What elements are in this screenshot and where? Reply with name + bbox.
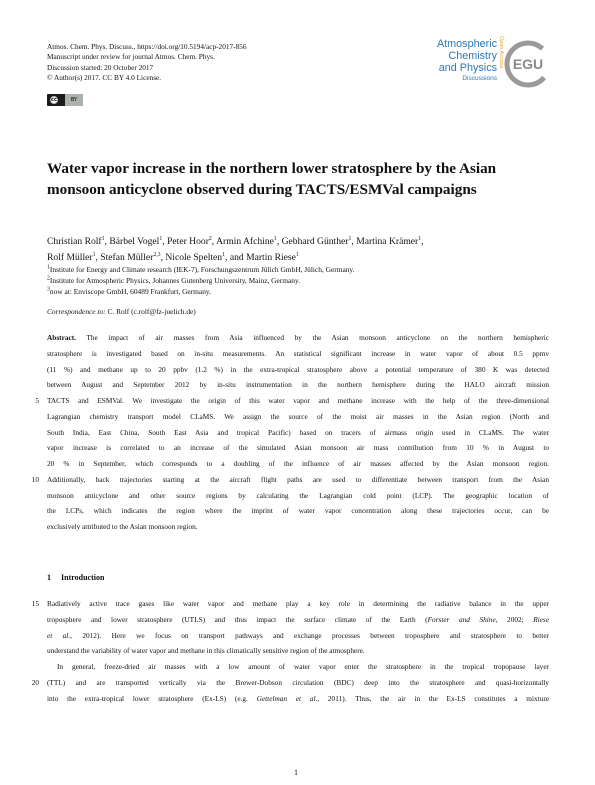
author-line <box>47 234 557 250</box>
abstract-line: TACTS and ESMVal. We investigate the origin of this water vapor and methane increase with the help of the three-dimensional <box>47 396 549 405</box>
author-separator: , and <box>225 251 247 263</box>
abstract-line: Lagrangian chemistry transport model CLaMS. We assign the source of the moist air masses in the Asian region (North and <box>47 411 549 421</box>
abstract-line: between August and September 2012 by in-situ instrumentation in the northern hemisphere during the HALO aircraft mission <box>47 380 549 390</box>
journal-logo-line: Chemistry <box>448 50 497 62</box>
correspondence-text: C. Rolf (c.rolf@fz-juelich.de) <box>105 307 196 316</box>
intro-line: troposphere and lower stratosphere (UTLS) and thus impact the surface climate of the Earth (Forster and Shine, 2002; Riese <box>47 614 549 624</box>
abstract-line: stratosphere is investigated based on in-situ measurements. An statistical significant increase in water vapor of about 0.5 ppmv <box>47 348 549 358</box>
egu-logo-icon <box>502 38 554 90</box>
correspondence-label: Correspondence to: <box>47 307 106 316</box>
author-separator: , <box>160 251 166 263</box>
intro-line: Radiatively active trace gases like water vapor and methane play a key role in determining the radiative balance in the upper <box>47 599 549 608</box>
abstract-line: (11 %) and methane up to 20 ppbv (1.2 %) in the extra-tropical stratosphere above a potential temperature of 380 K was detected <box>47 364 549 374</box>
section-number: 1 <box>47 573 51 582</box>
journal-logo <box>425 38 497 82</box>
author-name: Gebhard Günther <box>281 236 349 247</box>
intro-line: into the extra-tropical lower stratosphere (Ex-LS) (e.g. Gettelman et al., 2011). Thus, the air in the Ex-LS constitutes a mixture <box>47 693 549 703</box>
author-name: Peter Hoor <box>167 236 209 247</box>
author-name: Rolf Müller <box>47 251 93 263</box>
author-name: Bärbel Vogel <box>109 236 160 247</box>
intro-line: understand the variability of water vapor and methane in this climatically sensitive region of the atmosphere. <box>47 646 365 656</box>
author-affiliation-sup: 1 <box>222 251 226 258</box>
abstract-line: the LCPs, which indicates the region where the imprint of water vapor concentration along these trajectories occur, can be <box>47 506 549 516</box>
section-heading-introduction <box>47 573 104 582</box>
author-name: Christian Rolf <box>47 236 102 247</box>
section-title: Introduction <box>61 573 105 582</box>
author-separator: , <box>351 236 357 247</box>
author-affiliation-sup: 1 <box>92 251 96 258</box>
affiliations <box>47 264 354 297</box>
by-icon: BY <box>65 94 83 106</box>
affiliation: $^2$Institute for Atmospheric Physics, Johannes Gutenberg University, Mainz, Germany. <box>47 275 301 285</box>
abstract-line: exclusively attributed to the Asian monsoon region. <box>47 522 198 531</box>
author-affiliation-sup: 1 <box>159 235 163 242</box>
author-affiliation-sup: 1 <box>348 235 352 242</box>
open-access-label: Open Access <box>498 36 504 69</box>
author-name: Nicole Spelten <box>165 251 223 263</box>
author-separator: , <box>162 236 168 247</box>
meta-line: © Author(s) 2017. CC BY 4.0 License. <box>47 73 162 83</box>
author-name: Armin Afchine <box>216 236 274 247</box>
author-list <box>47 234 557 266</box>
author-separator: , <box>421 236 424 247</box>
header-metadata <box>47 42 247 84</box>
abstract-line: Additionally, back trajectories starting at the aircraft flight paths are used to differentiate between transport from the Asian <box>47 474 549 484</box>
abstract-line: vapor increase is correlated to an increase of the simulated Asian monsoon air mass contribution from 10 % in August to <box>47 443 549 453</box>
author-affiliation-sup: 1 <box>273 235 277 242</box>
author-affiliation-sup: 2,3 <box>153 251 161 258</box>
page-number: 1 <box>294 768 298 777</box>
author-affiliation-sup: 1 <box>418 235 422 242</box>
abstract-line: Abstract. The impact of air masses from Asia influenced by the Asian monsoon anticyclone on the northern hemispheric <box>47 333 549 342</box>
intro-line: et al., 2012). Here we focus on transport pathways and exchange processes between troposphere and stratosphere to better <box>47 630 549 640</box>
line-number: 5 <box>35 396 39 405</box>
affiliation: $^3$now at: Enviscope GmbH, 60489 Frankfurt, Germany. <box>47 286 211 296</box>
meta-line: Manuscript under review for journal Atmos. Chem. Phys. <box>47 52 215 62</box>
journal-logo-discussions: Discussions <box>462 75 497 82</box>
cc-icon: cc <box>51 97 57 103</box>
abstract-line: South India, East China, South East Asia and tropical Pacific) based on tracers of airmass origin used in CLaMS. The water <box>47 427 549 437</box>
intro-line: (TTL) and are transported vertically via the Brewer-Dobson circulation (BDC) deep into the stratosphere and quasi-horizontally <box>47 677 549 687</box>
author-affiliation-sup: 1 <box>101 235 105 242</box>
author-affiliation-sup: 1 <box>295 251 299 258</box>
abstract-line: monsoon anticyclone and other source regions by calculating the Lagrangian cold point (LCP). The geographic location of <box>47 490 549 500</box>
abstract-line: 20 % in September, which corresponds to a doubling of the influence of air masses affected by the Asian monsoon region. <box>47 459 549 468</box>
author-affiliation-sup: 2 <box>208 235 212 242</box>
cc-by-license-badge[interactable] <box>47 94 83 106</box>
author-separator: , <box>276 236 282 247</box>
author-name: Stefan Müller <box>100 251 154 263</box>
paper-title: Water vapor increase in the northern lower stratosphere by the Asian monsoon anticyclone observed during TACTS/ESMVal campaigns <box>47 160 497 198</box>
egu-logo-text: EGU <box>512 56 544 72</box>
author-separator: , <box>95 251 101 263</box>
correspondence <box>47 307 196 316</box>
line-number: 15 <box>31 599 39 608</box>
author-separator: , <box>211 236 217 247</box>
intro-line: In general, freeze-dried air masses with a low amount of water vapor enter the stratosphere in the tropical tropopause layer <box>57 662 549 671</box>
meta-line: Atmos. Chem. Phys. Discuss., https://doi.org/10.5194/acp-2017-856 <box>47 42 247 51</box>
author-name: Martin Riese <box>246 251 296 263</box>
author-separator: , <box>104 236 110 247</box>
journal-logo-line: Atmospheric <box>436 38 497 50</box>
affiliation: $^1$Institute for Energy and Climate research (IEK-7), Forschungszentrum Jülich GmbH, Jülich, Germany. <box>47 264 355 274</box>
line-number: 20 <box>31 677 39 687</box>
journal-logo-line: and Physics <box>438 62 497 74</box>
author-name: Martina Krämer <box>356 236 419 247</box>
abstract-label: Abstract. <box>47 333 76 342</box>
line-number: 10 <box>31 474 39 484</box>
meta-line: Discussion started: 20 October 2017 <box>47 62 154 72</box>
